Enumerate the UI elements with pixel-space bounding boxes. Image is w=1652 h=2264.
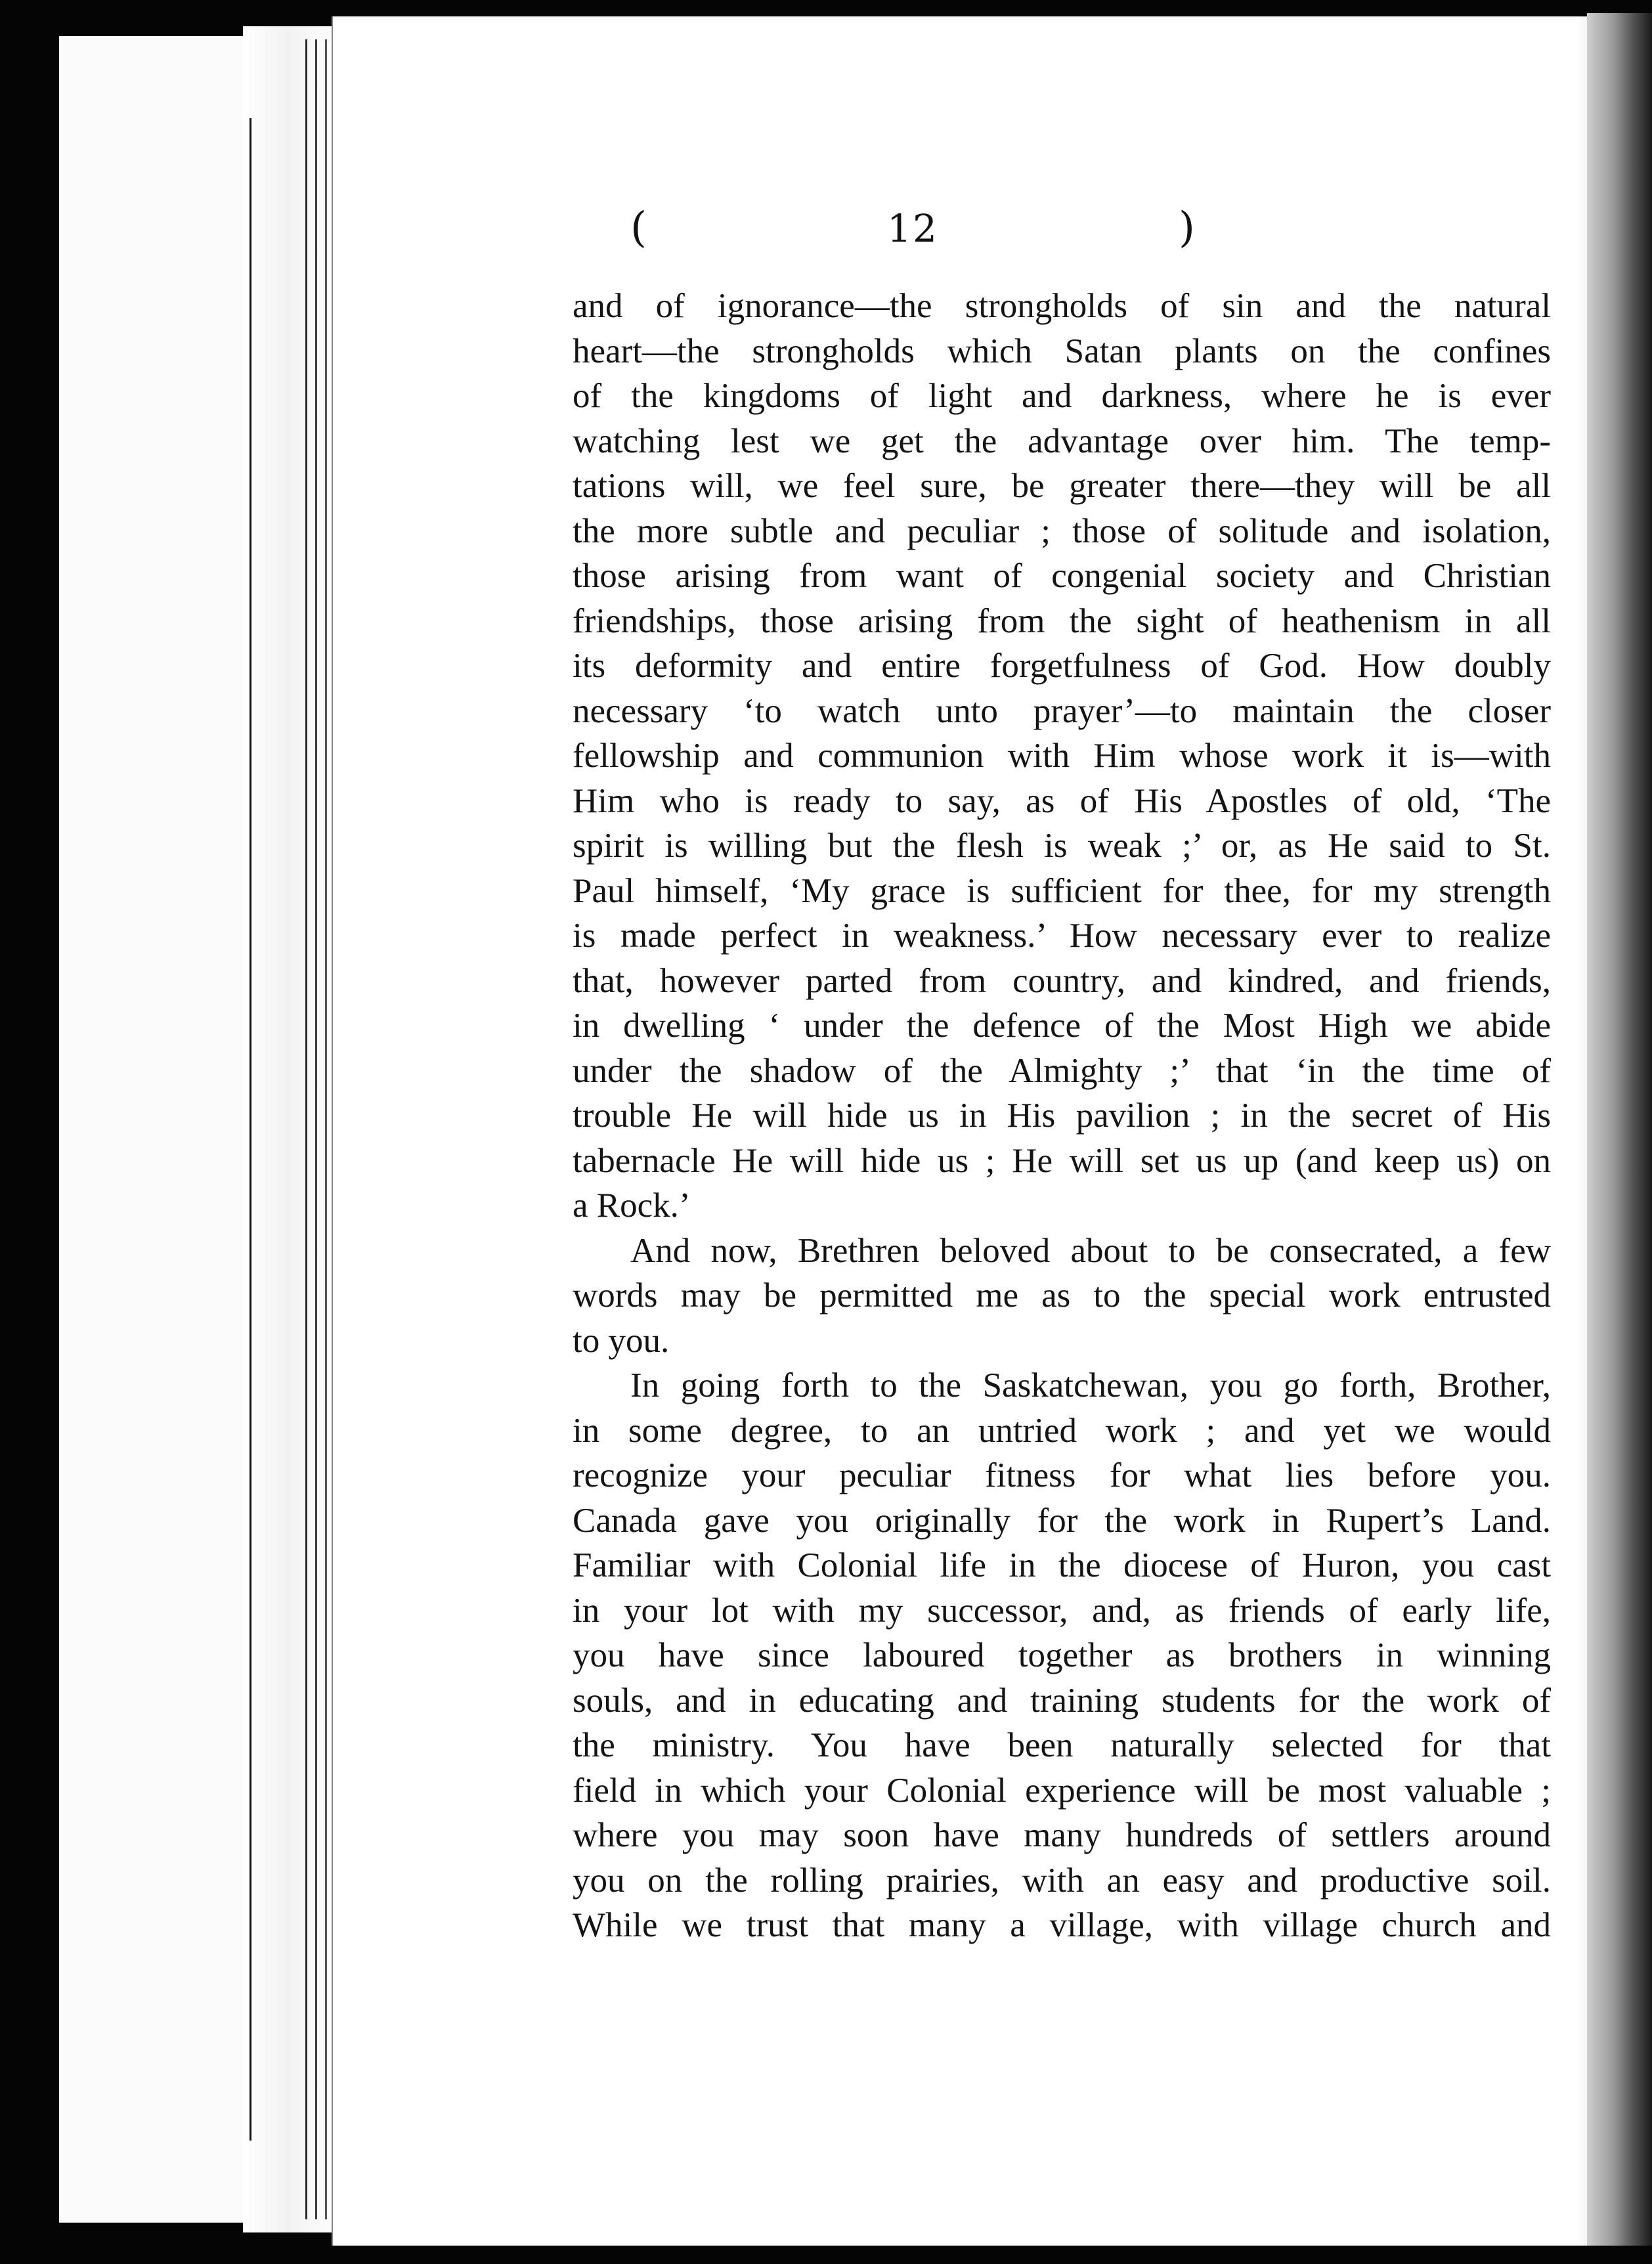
page-edge-line [305, 39, 307, 2219]
page-number-value: 12 [887, 206, 938, 251]
text-line: to you. [573, 1321, 670, 1360]
text-line: souls, and in educating and training students for the work of [573, 1681, 1551, 1720]
text-line: tations will, we feel sure, be greater there—they will be all [573, 467, 1551, 505]
text-line: that, however parted from country, and kindred, and friends, [573, 961, 1551, 1000]
text-line: the more subtle and peculiar ; those of solitude and isolation, [573, 512, 1551, 550]
page-number-open-paren: ( [630, 204, 647, 252]
text-line: spirit is willing but the flesh is weak ;’ or, as He said to St. [573, 827, 1551, 865]
text-line: the ministry. You have been naturally selected for that [573, 1726, 1551, 1764]
text-line: you have since laboured together as brothers in winning [573, 1636, 1551, 1674]
text-line: heart—the strongholds which Satan plants on the confines [573, 332, 1551, 370]
text-line: those arising from want of congenial society and Christian [573, 557, 1551, 595]
text-line: a Rock.’ [573, 1186, 691, 1225]
text-line: words may be permitted me as to the special work entrusted [573, 1276, 1551, 1315]
text-line: friendships, those arising from the sight of heathenism in all [573, 601, 1551, 640]
page-number [630, 204, 1195, 252]
text-line: Paul himself, ‘My grace is sufficient for thee, for my strength [573, 871, 1551, 910]
page-number-close-paren: ) [1179, 204, 1195, 252]
text-line: under the shadow of the Almighty ;’ that ‘in the time of [573, 1051, 1551, 1090]
text-line: Canada gave you originally for the work in Rupert’s Land. [573, 1501, 1551, 1540]
text-line: fellowship and communion with Him whose work it is—with [573, 737, 1551, 775]
page-edge-line [325, 39, 327, 2219]
text-line: where you may soon have many hundreds of settlers around [573, 1816, 1551, 1854]
text-line: While we trust that many a village, with village church and [573, 1906, 1551, 1944]
text-line: And now, Brethren beloved about to be consecrated, a few [630, 1231, 1551, 1270]
text-line: of the kingdoms of light and darkness, where he is ever [573, 377, 1551, 415]
text-line: trouble He will hide us in His pavilion ; in the secret of His [573, 1097, 1551, 1135]
text-line: In going forth to the Saskatchewan, you go forth, Brother, [630, 1366, 1551, 1404]
body-text [573, 284, 1551, 1948]
text-line: its deformity and entire forgetfulness of God. How doubly [573, 647, 1551, 685]
text-line: recognize your peculiar fitness for what lies before you. [573, 1456, 1551, 1494]
text-line: in dwelling ‘ under the defence of the Most High we abide [573, 1007, 1551, 1045]
page-edge-line [315, 39, 317, 2219]
text-line: you on the rolling prairies, with an easy and productive soil. [573, 1861, 1551, 1900]
text-line: in your lot with my successor, and, as friends of early life, [573, 1591, 1551, 1630]
text-line: in some degree, to an untried work ; and yet we would [573, 1411, 1551, 1450]
text-line: Familiar with Colonial life in the diocese of Huron, you cast [573, 1546, 1551, 1584]
text-line: field in which your Colonial experience will be most valuable ; [573, 1771, 1551, 1810]
text-line: necessary ‘to watch unto prayer’—to maintain the closer [573, 691, 1551, 730]
text-line: Him who is ready to say, as of His Apostles of old, ‘The [573, 781, 1551, 820]
binding-shadow-line [250, 118, 251, 2141]
right-page-edge [1587, 13, 1652, 2246]
text-line: and of ignorance—the strongholds of sin and the natural [573, 287, 1551, 325]
text-line: tabernacle He will hide us ; He will set us up (and keep us) on [573, 1141, 1551, 1180]
text-line: watching lest we get the advantage over him. The temp- [573, 422, 1551, 460]
text-line: is made perfect in weakness.’ How necessary ever to realize [573, 917, 1551, 955]
